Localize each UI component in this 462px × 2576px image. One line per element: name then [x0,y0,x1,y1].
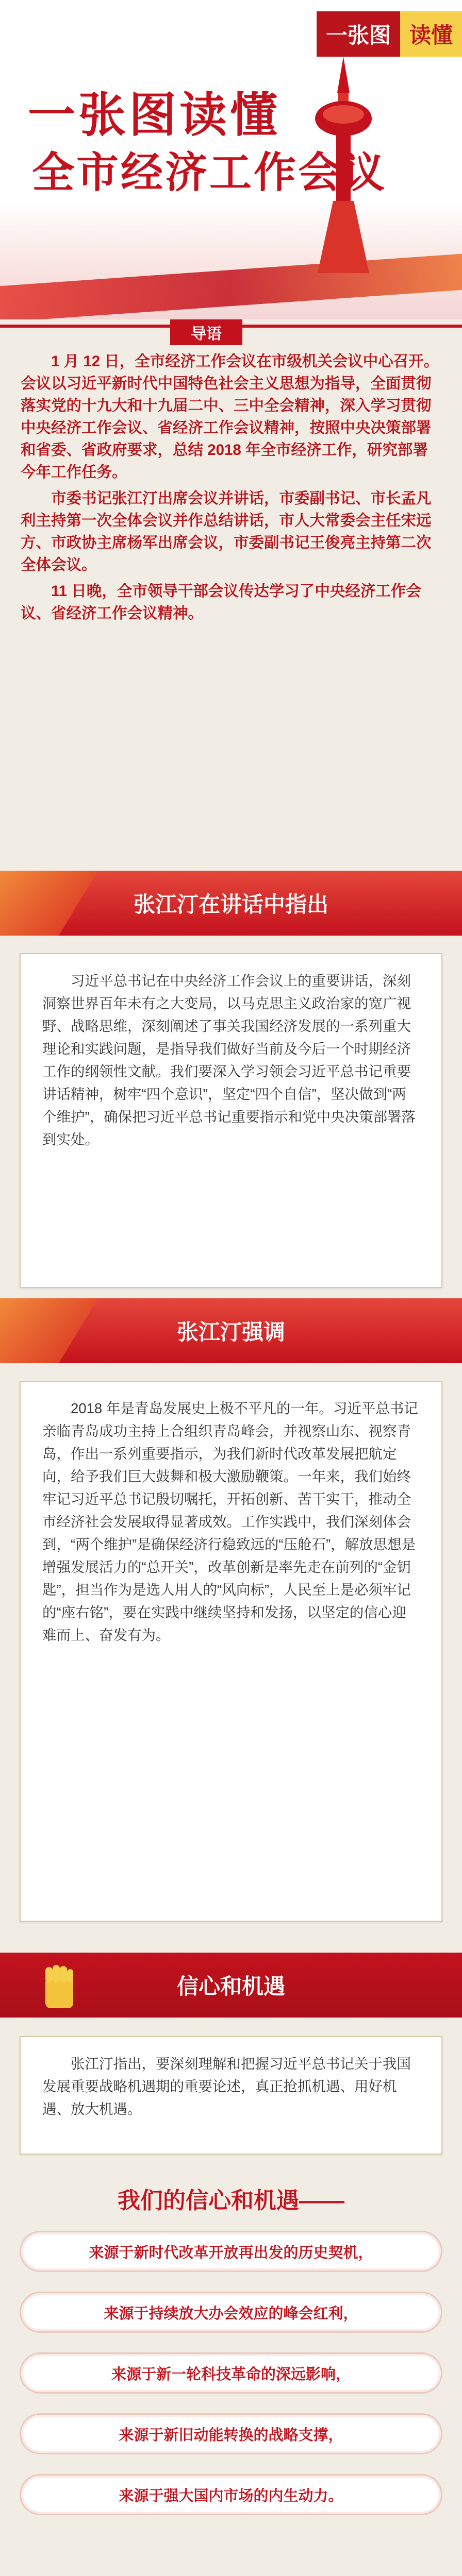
header-tag-right: 读懂 [400,11,462,57]
section-banner-speech [0,871,462,936]
section-title: 信心和机遇 [176,1974,285,1998]
emphasis-paragraph: 2018 年是青岛发展史上极不平凡的一年。习近平总书记亲临青岛成功主持上合组织青岛峰会，并视察山东、视察青岛，作出一系列重要指示，为我们新时代改革发展把航定向，给予我们巨大鼓舞和极大激励鞭策。一年来，我们始终牢记习近平总书记殷切嘱托，开拓创新、苦干实干，推动全市经济社会发展取得显著成效。工作实践中，我们深刻体会到，“两个维护”是确保经济行稳致远的“压舱石”，解放思想是增强发展活力的“总开关”，改革创新是率先走在前列的“金钥匙”，担当作为是选人用人的“风向标”，人民至上是必须牢记的“座右铭”，要在实践中继续坚持和发扬，以坚定的信心迎难而上、奋发有为。 [42,1400,418,1643]
confidence-item: 来源于新一轮科技革命的深远影响， [20,2352,442,2394]
guide-header [0,319,462,343]
speech-paragraph: 习近平总书记在中央经济工作会议上的重要讲话，深刻洞察世界百年未有之大变局，以马克思主义政治家的宽广视野、战略思维，深刻阐述了事关我国经济发展的一系列重大理论和实践问题，是指导我们做好当前及今后一个时期经济工作的纲领性文献。我们要深入学习领会习近平总书记重要讲话精神，树牢“四个意识”，坚定“四个自信”，坚决做到“两个维护”，确保把习近平总书记重要指示和党中央决策部署落到实处。 [42,973,416,1147]
header-tag [317,11,462,57]
speech-card [20,953,442,1288]
section-banner-confidence [0,1953,462,2018]
section-title: 张江汀强调 [176,1320,285,1344]
header-tag-left: 一张图 [317,11,400,57]
confidence-item: 来源于持续放大办会效应的峰会红利， [20,2292,442,2333]
confidence-item: 来源于强大国内市场的内生动力。 [20,2474,442,2515]
guide-paragraph: 市委书记张江汀出席会议并讲话，市委副书记、市长孟凡利主持第一次全体会议并作总结讲话，市人大常委会主任宋远方、市政协主席杨军出席会议，市委副书记王俊亮主持第二次全体会议。 [21,490,432,573]
section-title: 张江汀在讲话中指出 [133,892,328,917]
guide-paragraph: 11 日晚，全市领导干部会议传达学习了中央经济工作会议、省经济工作会议精神。 [21,583,421,622]
confidence-subtitle: 我们的信心和机遇—— [118,2188,344,2213]
hero-title-line2: 全市经济工作会议 [32,149,387,196]
hero-title-line1: 一张图读懂 [28,89,281,142]
confidence-item: 来源于新旧动能转换的战略支撑， [20,2413,442,2454]
confidence-card [20,2036,442,2155]
confidence-paragraph: 张江汀指出，要深刻理解和把握习近平总书记关于我国发展重要战略机遇期的重要论述，真正抢抓机遇、用好机遇、放大机遇。 [42,2056,411,2117]
confidence-list [20,2231,442,2535]
guide-label: 导语 [170,319,242,345]
section-banner-emphasis [0,1298,462,1363]
guide-text [21,350,441,629]
hero-banner [0,0,462,319]
emphasis-card [20,1381,442,1922]
confidence-item: 来源于新时代改革开放再出发的历史契机， [20,2231,442,2272]
guide-paragraph: 1 月 12 日，全市经济工作会议在市级机关会议中心召开。会议以习近平新时代中国特色社会主义思想为指导，全面贯彻落实党的十九大和十九届二中、三中全会精神，深入学习贯彻中央经济工作会议、省经济工作会议精神，按照中央决策部署和省委、省政府要求，总结 2018 年全市经济工作，研究部署今年工作任务。 [21,353,439,481]
